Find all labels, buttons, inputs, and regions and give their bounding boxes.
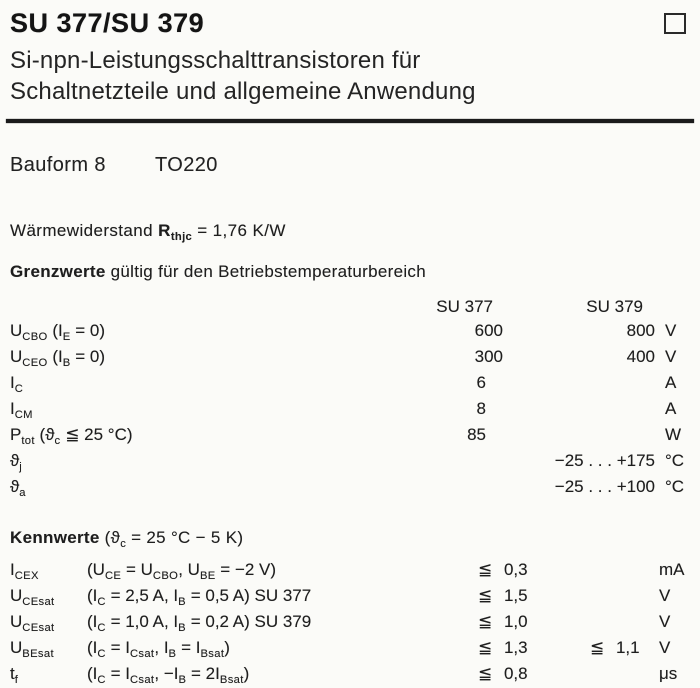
param-label: $I_{CM}$ <box>10 399 33 421</box>
table-row <box>10 345 688 371</box>
package-name: TO220 <box>155 154 218 176</box>
column-header-su377: SU 377 <box>436 297 493 316</box>
value-shared: 8 <box>476 399 486 418</box>
value-su379: 400 <box>626 347 655 366</box>
unit-label: °C <box>665 477 685 496</box>
table-row <box>10 371 688 397</box>
param-label: $t_f$ <box>10 664 19 686</box>
value-shared: 6 <box>476 373 486 392</box>
table-row <box>10 397 688 423</box>
param-label: $ϑ_a$ <box>10 477 26 499</box>
unit-label: V <box>659 638 671 657</box>
bauform-label: Bauform 8 <box>10 154 106 176</box>
unit-label: V <box>659 586 671 605</box>
param-label: $U_{CEsat}$ <box>10 612 55 634</box>
table-row <box>10 636 688 662</box>
param-label: $U_{CEsat}$ <box>10 586 55 608</box>
test-condition: ($I_C = 2,5$ A, $I_B = 0,5$ A) SU 377 <box>87 586 312 608</box>
value-su377: 300 <box>474 347 503 366</box>
test-condition: ($U_{CE} = U_{CBO}$, $U_{BE} = -2$ V) <box>87 560 277 582</box>
subtitle-line-1: Si-npn-Leistungsschalttransistoren für <box>10 47 421 74</box>
page-subtitle <box>10 45 688 107</box>
unit-label: V <box>665 347 677 366</box>
test-condition: ($I_C = I_{Csat}$, $I_B = I_{Bsat}$) <box>87 638 230 660</box>
value-su377: 600 <box>474 321 503 340</box>
unit-label: V <box>665 321 677 340</box>
limit-value-su379: ≦ 1,1 <box>590 638 640 657</box>
subtitle-line-2: Schaltnetzteile und allgemeine Anwendung <box>10 78 476 105</box>
grenzwerte-heading: Grenzwerte gültig für den Betriebstemperaturbereich <box>10 262 426 281</box>
page-header <box>10 8 688 38</box>
value-su379: 800 <box>626 321 655 340</box>
table-row <box>10 475 688 501</box>
param-label: $I_{CEX}$ <box>10 560 39 582</box>
unit-label: μs <box>659 664 678 683</box>
value-range: −25 . . . +100 <box>554 477 655 496</box>
param-label: $I_C$ <box>10 373 24 395</box>
param-label: $U_{BEsat}$ <box>10 638 54 660</box>
unit-label: °C <box>665 451 685 470</box>
table-row <box>10 558 688 584</box>
thermal-resistance-line: Wärmewiderstand $R_{thjc} = 1,76$ K/W <box>10 221 286 243</box>
grenzwerte-table <box>10 295 688 501</box>
value-range: −25 . . . +175 <box>554 451 655 470</box>
limit-value: ≦ 1,3 <box>478 638 528 657</box>
param-label: $U_{CBO}$ $(I_E = 0)$ <box>10 321 106 343</box>
table-header-row <box>10 295 688 319</box>
unit-label: mA <box>659 560 685 579</box>
column-header-su379: SU 379 <box>586 297 643 316</box>
kennwerte-heading: Kennwerte ($ϑ_c = 25$ °C − 5 K) <box>10 528 244 550</box>
page-title: SU 377/SU 379 <box>10 8 205 38</box>
table-row <box>10 584 688 610</box>
test-condition: ($I_C = 1,0$ A, $I_B = 0,2$ A) SU 379 <box>87 612 312 634</box>
divider <box>6 119 694 123</box>
bauform-line <box>10 154 688 177</box>
table-row <box>10 423 688 449</box>
param-label: $ϑ_j$ <box>10 451 23 473</box>
limit-value: ≦ 1,0 <box>478 612 528 631</box>
unit-label: W <box>665 425 682 444</box>
limit-value: ≦ 1,5 <box>478 586 528 605</box>
limit-value: ≦ 0,8 <box>478 664 528 683</box>
unit-label: A <box>665 373 677 392</box>
limit-value: ≦ 0,3 <box>478 560 528 579</box>
test-condition: ($I_C = I_{Csat}$, $-I_B = 2I_{Bsat}$) <box>87 664 250 686</box>
unit-label: V <box>659 612 671 631</box>
kennwerte-table <box>10 558 688 688</box>
table-row <box>10 662 688 688</box>
table-row <box>10 610 688 636</box>
corner-square-icon <box>664 13 686 34</box>
param-label: $P_{tot}$ ($ϑ_c$ ≦ 25 °C) <box>10 425 133 447</box>
table-row <box>10 319 688 345</box>
value-shared: 85 <box>467 425 486 444</box>
unit-label: A <box>665 399 677 418</box>
param-label: $U_{CEO}$ $(I_B = 0)$ <box>10 347 106 369</box>
table-row <box>10 449 688 475</box>
